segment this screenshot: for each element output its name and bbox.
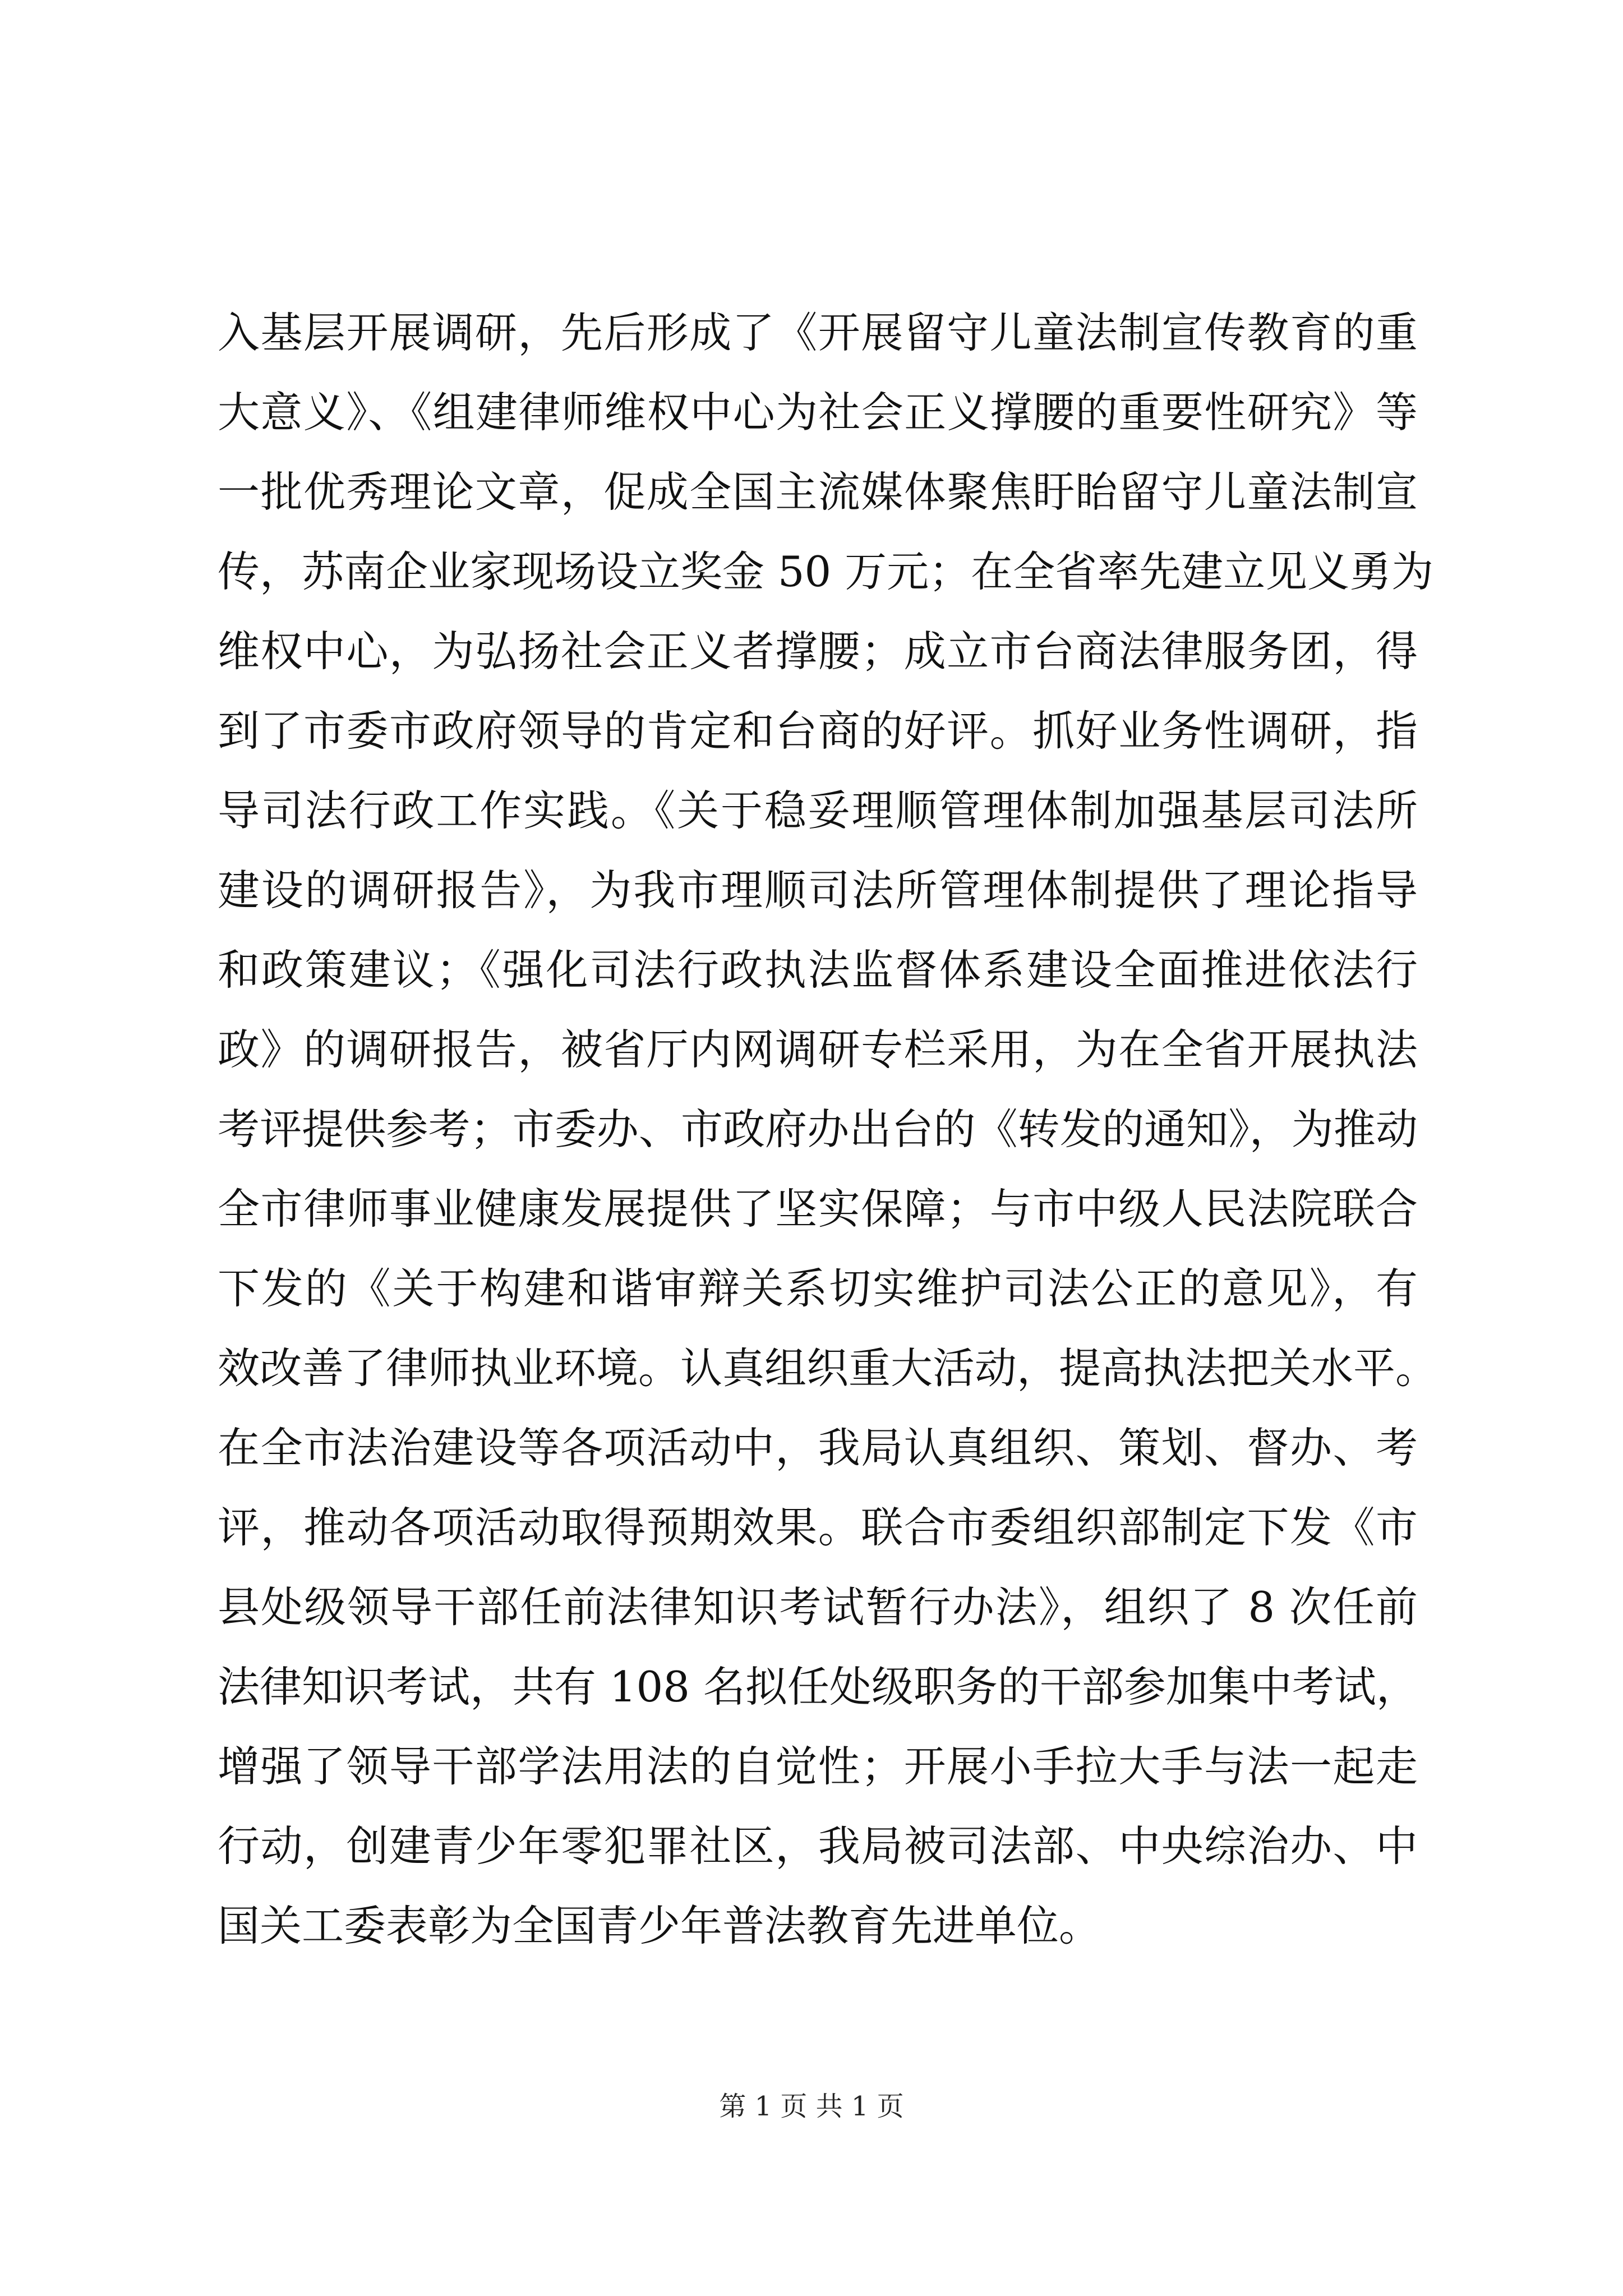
text-line-18: 法律知识考试，共有 108 名拟任处级职务的干部参加集中考试，: [218, 1662, 1418, 1711]
text-line-14: 效改善了律师执业环境。认真组织重大活动，提高执法把关水平。: [218, 1343, 1438, 1393]
text-line-5: 维权中心，为弘扬社会正义者撑腰；成立市台商法律服务团，得: [218, 627, 1418, 676]
body-text: [218, 293, 1438, 1966]
text-line-3: 一批优秀理论文章，促成全国主流媒体聚焦盱眙留守儿童法制宣: [218, 467, 1418, 517]
text-line-8: 建设的调研报告》，为我市理顺司法所管理体制提供了理论指导: [218, 866, 1418, 915]
text-line-12: 全市律师事业健康发展提供了坚实保障；与市中级人民法院联合: [218, 1184, 1418, 1234]
text-line-1: 入基层开展调研，先后形成了《开展留守儿童法制宣传教育的重: [218, 308, 1418, 357]
text-line-7: 导司法行政工作实践。《关于稳妥理顺管理体制加强基层司法所: [218, 786, 1418, 835]
text-line-6: 到了市委市政府领导的肯定和台商的好评。抓好业务性调研，指: [218, 706, 1418, 756]
text-line-15: 在全市法治建设等各项活动中，我局认真组织、策划、督办、考: [218, 1423, 1418, 1473]
text-line-4: 传，苏南企业家现场设立奖金 50 万元；在全省率先建立见义勇为: [218, 547, 1434, 596]
text-line-9: 和政策建议；《强化司法行政执法监督体系建设全面推进依法行: [218, 945, 1418, 995]
text-line-21: 国关工委表彰为全国青少年普法教育先进单位。: [218, 1901, 1101, 1950]
text-line-17: 县处级领导干部任前法律知识考试暂行办法》，组织了 8 次任前: [218, 1582, 1418, 1632]
text-line-16: 评，推动各项活动取得预期效果。联合市委组织部制定下发《市: [218, 1503, 1418, 1552]
text-line-20: 行动，创建青少年零犯罪社区，我局被司法部、中央综治办、中: [218, 1821, 1418, 1871]
text-line-2: 大意义》、《组建律师维权中心为社会正义撑腰的重要性研究》等: [218, 388, 1418, 437]
text-line-19: 增强了领导干部学法用法的自觉性；开展小手拉大手与法一起走: [218, 1742, 1418, 1791]
text-line-13: 下发的《关于构建和谐审辩关系切实维护司法公正的意见》，有: [218, 1264, 1418, 1313]
page-number-footer: 第 1 页 共 1 页: [719, 2091, 904, 2122]
text-line-11: 考评提供参考；市委办、市政府办出台的《转发的通知》，为推动: [218, 1105, 1418, 1154]
text-line-10: 政》的调研报告，被省厅内网调研专栏采用，为在全省开展执法: [218, 1025, 1418, 1074]
